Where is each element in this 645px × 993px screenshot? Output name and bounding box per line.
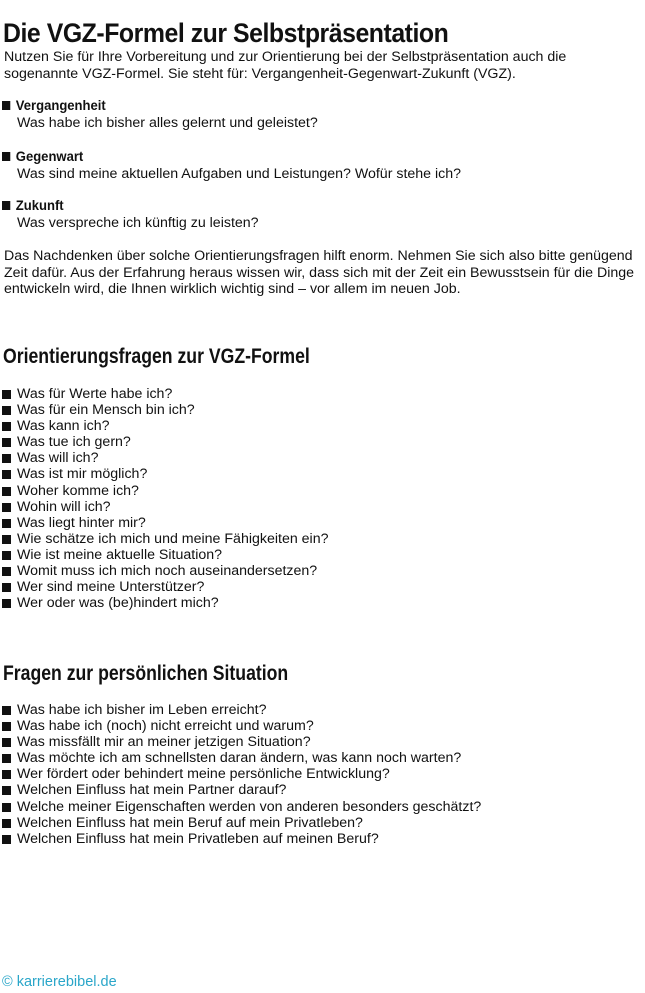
list-item: Welche meiner Eigenschaften werden von anderen besonders geschätzt? <box>2 799 481 815</box>
vgz-question: Was sind meine aktuellen Aufgaben und Leistungen? Wofür stehe ich? <box>17 165 462 182</box>
list-item: Was möchte ich am schnellsten daran ändern, was kann noch warten? <box>2 750 481 766</box>
list-item: Womit muss ich mich noch auseinandersetzen? <box>2 563 329 579</box>
vgz-label: Zukunft <box>2 198 238 215</box>
list-item: Was habe ich (noch) nicht erreicht und warum? <box>2 718 481 734</box>
list-item: Was missfällt mir an meiner jetzigen Situation? <box>2 734 481 750</box>
page-title: Die VGZ-Formel zur Selbstpräsentation <box>3 18 449 49</box>
vgz-item-zukunft <box>2 198 259 231</box>
list-item: Was für ein Mensch bin ich? <box>2 402 329 418</box>
vgz-label: Vergangenheit <box>2 98 292 115</box>
list-item: Woher komme ich? <box>2 483 329 499</box>
list-item: Was habe ich bisher im Leben erreicht? <box>2 702 481 718</box>
list-item: Was kann ich? <box>2 418 329 434</box>
orientierungsfragen-list <box>2 386 329 611</box>
list-item: Was liegt hinter mir? <box>2 515 329 531</box>
closing-paragraph: Das Nachdenken über solche Orientierungsfragen hilft enorm. Nehmen Sie sich also bitte genügend Zeit dafür. Aus der Erfahrung heraus wissen wir, dass sich mit der Zeit ein Bewusstsein für die Dinge entwickeln wird, die Ihnen wirklich wichtig sind – vor allem im neuen Job. <box>4 248 635 297</box>
list-item: Wer sind meine Unterstützer? <box>2 579 329 595</box>
list-item: Wie schätze ich mich und meine Fähigkeiten ein? <box>2 531 329 547</box>
list-item: Wie ist meine aktuelle Situation? <box>2 547 329 563</box>
list-item: Wer oder was (be)hindert mich? <box>2 595 329 611</box>
vgz-item-gegenwart <box>2 149 461 182</box>
list-item: Welchen Einfluss hat mein Privatleben auf meinen Beruf? <box>2 831 481 847</box>
list-item: Was tue ich gern? <box>2 434 329 450</box>
vgz-question: Was verspreche ich künftig zu leisten? <box>17 214 259 231</box>
list-item: Wer fördert oder behindert meine persönliche Entwicklung? <box>2 766 481 782</box>
list-item: Welchen Einfluss hat mein Partner darauf? <box>2 782 481 798</box>
vgz-item-vergangenheit <box>2 98 318 131</box>
vgz-question: Was habe ich bisher alles gelernt und geleistet? <box>17 114 318 131</box>
list-item: Welchen Einfluss hat mein Beruf auf mein Privatleben? <box>2 815 481 831</box>
list-item: Was will ich? <box>2 450 329 466</box>
section-heading-persoenliche-situation: Fragen zur persönlichen Situation <box>3 662 289 686</box>
list-item: Wohin will ich? <box>2 499 329 515</box>
list-item: Was ist mir möglich? <box>2 466 329 482</box>
persoenliche-situation-list <box>2 702 481 847</box>
vgz-label: Gegenwart <box>2 149 424 166</box>
list-item: Was für Werte habe ich? <box>2 386 329 402</box>
intro-paragraph: Nutzen Sie für Ihre Vorbereitung und zur Orientierung bei der Selbstpräsentation auch die sogenannte VGZ-Formel. Sie steht für: Vergangenheit-Gegenwart-Zukunft (VGZ). <box>4 49 567 82</box>
copyright-footer: © karrierebibel.de <box>2 974 117 990</box>
section-heading-orientierungsfragen: Orientierungsfragen zur VGZ-Formel <box>3 345 310 369</box>
